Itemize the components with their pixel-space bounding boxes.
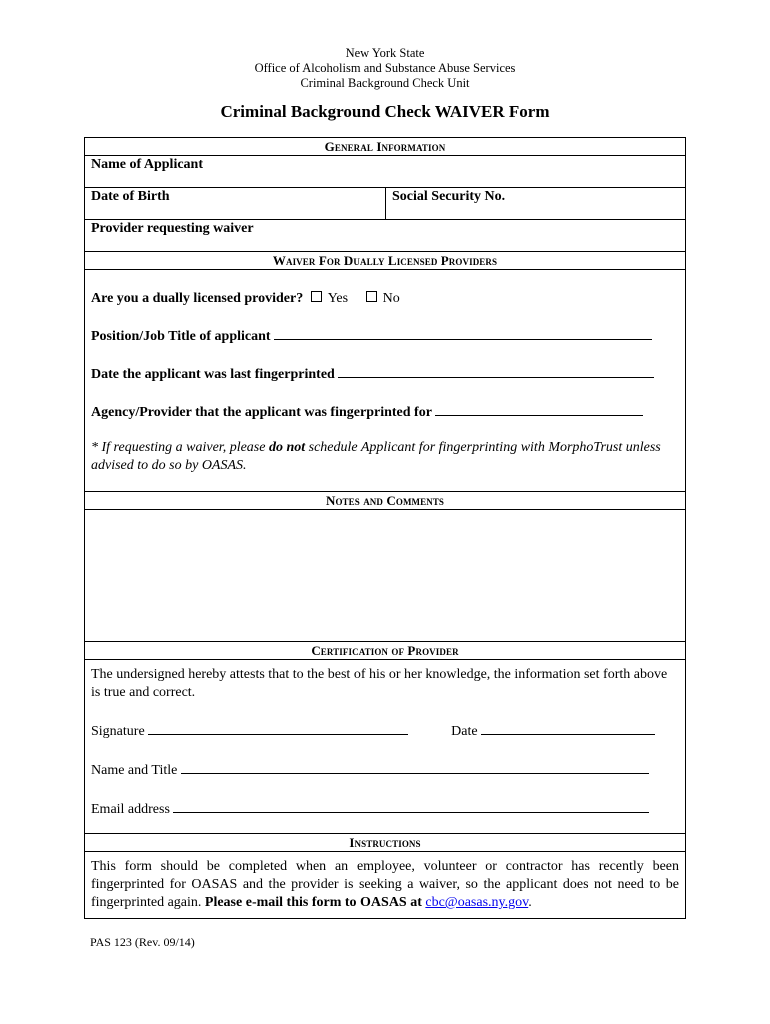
note-text-1: * If requesting a waiver, please bbox=[91, 440, 269, 455]
position-label: Position/Job Title of applicant bbox=[91, 329, 271, 344]
oasas-email-link[interactable]: cbc@oasas.ny.gov bbox=[425, 895, 529, 910]
last-fingerprinted-input[interactable] bbox=[338, 363, 654, 378]
applicant-name-label: Name of Applicant bbox=[91, 157, 203, 172]
note-text-2: schedule Applicant for fingerprinting with MorphoTrust unless advised to do so by OASAS. bbox=[91, 440, 661, 473]
section-notes-heading: Notes and Comments bbox=[85, 491, 685, 510]
name-title-label: Name and Title bbox=[91, 763, 178, 778]
last-fingerprinted-label: Date the applicant was last fingerprinted bbox=[91, 367, 335, 382]
ssn-label: Social Security No. bbox=[392, 189, 506, 204]
waiver-form bbox=[84, 137, 686, 919]
signature-line bbox=[91, 720, 679, 741]
agency-line bbox=[91, 401, 679, 422]
section-general-heading: General Information bbox=[85, 137, 685, 156]
last-fingerprinted-line bbox=[91, 363, 679, 384]
section-instructions-heading: Instructions bbox=[85, 833, 685, 852]
header-state: New York State bbox=[345, 46, 425, 60]
notes-input[interactable] bbox=[85, 510, 685, 641]
row-provider bbox=[85, 220, 685, 251]
date-label: Date bbox=[451, 724, 478, 739]
name-title-input[interactable] bbox=[181, 759, 649, 774]
instructions-end: . bbox=[528, 895, 532, 910]
waiver-section bbox=[85, 270, 685, 491]
email-label: Email address bbox=[91, 802, 170, 817]
note-emphasis: do not bbox=[268, 440, 306, 455]
dob-label: Date of Birth bbox=[91, 189, 170, 204]
ssn-field[interactable] bbox=[386, 188, 685, 219]
signature-label: Signature bbox=[91, 724, 145, 739]
header-unit: Criminal Background Check Unit bbox=[300, 76, 470, 90]
dually-licensed-question bbox=[91, 290, 679, 308]
agency-label: Agency/Provider that the applicant was fingerprinted for bbox=[91, 405, 432, 420]
form-id: PAS 123 (Rev. 09/14) bbox=[90, 935, 195, 949]
instructions-bold: Please e-mail this form to OASAS at bbox=[204, 895, 422, 910]
signature-input[interactable] bbox=[148, 720, 408, 735]
dually-licensed-label: Are you a dually licensed provider? bbox=[91, 291, 304, 306]
email-input[interactable] bbox=[173, 798, 649, 813]
section-certification-heading: Certification of Provider bbox=[85, 641, 685, 660]
applicant-name-field[interactable] bbox=[85, 156, 685, 187]
email-line bbox=[91, 798, 679, 819]
yes-label: Yes bbox=[327, 291, 349, 306]
no-checkbox[interactable] bbox=[366, 291, 377, 302]
certification-text: The undersigned hereby attests that to the best of his or her knowledge, the information set forth above is true and correct. bbox=[91, 667, 668, 700]
yes-checkbox[interactable] bbox=[311, 291, 322, 302]
name-title-line bbox=[91, 759, 679, 780]
row-dob-ssn bbox=[85, 188, 685, 220]
instructions-body: This form should be completed when an employee, volunteer or contractor has recently been fingerprinted for OASAS and the provider is seeking a waiver, so the applicant does not need to be fingerprinted again. bbox=[91, 859, 679, 910]
position-input[interactable] bbox=[274, 325, 652, 340]
position-line bbox=[91, 325, 679, 346]
date-input[interactable] bbox=[481, 720, 655, 735]
form-title: Criminal Background Check WAIVER Form bbox=[220, 102, 550, 121]
instructions-text bbox=[85, 852, 685, 918]
header-office: Office of Alcoholism and Substance Abuse Services bbox=[254, 61, 516, 75]
section-waiver-heading: Waiver For Dually Licensed Providers bbox=[85, 251, 685, 270]
dob-field[interactable] bbox=[85, 188, 386, 219]
provider-label: Provider requesting waiver bbox=[91, 221, 254, 236]
no-label: No bbox=[382, 291, 400, 306]
certification-section bbox=[85, 660, 685, 833]
row-applicant-name bbox=[85, 156, 685, 188]
agency-input[interactable] bbox=[435, 401, 643, 416]
waiver-note bbox=[91, 439, 679, 475]
provider-field[interactable] bbox=[85, 220, 685, 251]
